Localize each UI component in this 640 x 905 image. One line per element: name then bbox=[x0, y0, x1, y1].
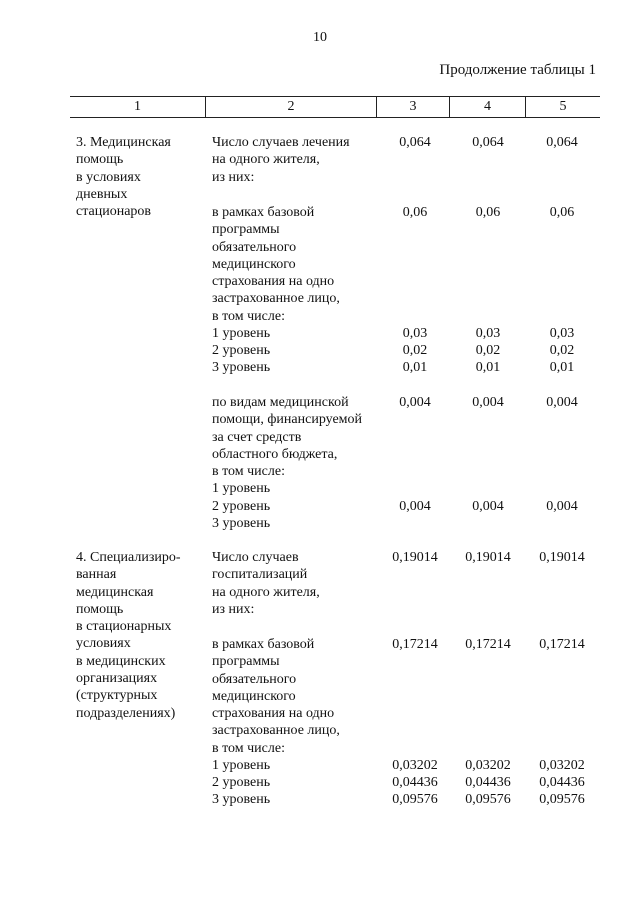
row-3-level: 2 уровень bbox=[212, 343, 271, 358]
value-cell: 0,09576 bbox=[392, 792, 438, 807]
row-4-category: 4. Специализиро- ванная медицинская помощь в стационарных условиях в медицинских организациях (структурных подразделениях) bbox=[76, 550, 181, 721]
value-cell: 0,04436 bbox=[465, 775, 511, 790]
value-cell: 0,03202 bbox=[539, 758, 585, 773]
value-cell: 0,17214 bbox=[392, 637, 438, 652]
value-cell: 0,06 bbox=[402, 205, 428, 220]
row-3-indicator: Число случаев лечения на одного жителя, из них: bbox=[212, 135, 350, 185]
value-cell: 0,19014 bbox=[465, 550, 511, 565]
value-cell: 0,004 bbox=[472, 499, 504, 514]
value-cell: 0,064 bbox=[472, 135, 504, 150]
value-cell: 0,064 bbox=[546, 135, 578, 150]
row-4-indicator: в рамках базовой программы обязательного медицинского страхования на одно застрахованное лицо, в том числе: bbox=[212, 637, 340, 756]
row-3-indicator: по видам медицинской помощи, финансируемой за счет средств областного бюджета, в том числе: 1 уровень bbox=[212, 395, 363, 497]
header-col-5: 5 bbox=[559, 99, 567, 114]
value-cell: 0,09576 bbox=[465, 792, 511, 807]
header-col-3: 3 bbox=[409, 99, 417, 114]
header-col-2: 2 bbox=[287, 99, 295, 114]
value-cell: 0,06 bbox=[549, 205, 575, 220]
value-cell: 0,06 bbox=[475, 205, 501, 220]
value-cell: 0,01 bbox=[549, 360, 575, 375]
value-cell: 0,004 bbox=[546, 499, 578, 514]
row-3-level: 3 уровень bbox=[212, 516, 271, 531]
value-cell: 0,004 bbox=[399, 499, 431, 514]
value-cell: 0,02 bbox=[402, 343, 428, 358]
header-col-4: 4 bbox=[484, 99, 491, 114]
row-4-level: 2 уровень bbox=[212, 775, 271, 790]
value-cell: 0,09576 bbox=[539, 792, 585, 807]
table-header bbox=[70, 96, 600, 118]
value-cell: 0,02 bbox=[549, 343, 575, 358]
value-cell: 0,03 bbox=[475, 326, 501, 341]
row-4-indicator: Число случаев госпитализаций на одного жителя, из них: bbox=[212, 550, 320, 617]
value-cell: 0,004 bbox=[546, 395, 578, 410]
value-cell: 0,004 bbox=[472, 395, 504, 410]
value-cell: 0,03202 bbox=[392, 758, 438, 773]
value-cell: 0,01 bbox=[402, 360, 428, 375]
value-cell: 0,17214 bbox=[539, 637, 585, 652]
row-3-level: 1 уровень bbox=[212, 326, 271, 341]
value-cell: 0,02 bbox=[475, 343, 501, 358]
row-4-level: 3 уровень bbox=[212, 792, 271, 807]
value-cell: 0,04436 bbox=[539, 775, 585, 790]
value-cell: 0,064 bbox=[399, 135, 431, 150]
value-cell: 0,19014 bbox=[539, 550, 585, 565]
value-cell: 0,19014 bbox=[392, 550, 438, 565]
value-cell: 0,004 bbox=[399, 395, 431, 410]
value-cell: 0,04436 bbox=[392, 775, 438, 790]
value-cell: 0,03 bbox=[402, 326, 428, 341]
row-3-level: 2 уровень bbox=[212, 499, 271, 514]
table-continuation-label: Продолжение таблицы 1 bbox=[439, 62, 596, 78]
row-4-level: 1 уровень bbox=[212, 758, 271, 773]
value-cell: 0,03202 bbox=[465, 758, 511, 773]
value-cell: 0,03 bbox=[549, 326, 575, 341]
page-number: 10 bbox=[313, 30, 327, 45]
row-3-indicator: в рамках базовой программы обязательного медицинского страхования на одно застрахованное лицо, в том числе: bbox=[212, 205, 340, 324]
row-3-category: 3. Медицинская помощь в условиях дневных стационаров bbox=[76, 135, 171, 220]
header-col-1: 1 bbox=[134, 99, 141, 114]
row-3-level: 3 уровень bbox=[212, 360, 271, 375]
value-cell: 0,01 bbox=[475, 360, 501, 375]
value-cell: 0,17214 bbox=[465, 637, 511, 652]
